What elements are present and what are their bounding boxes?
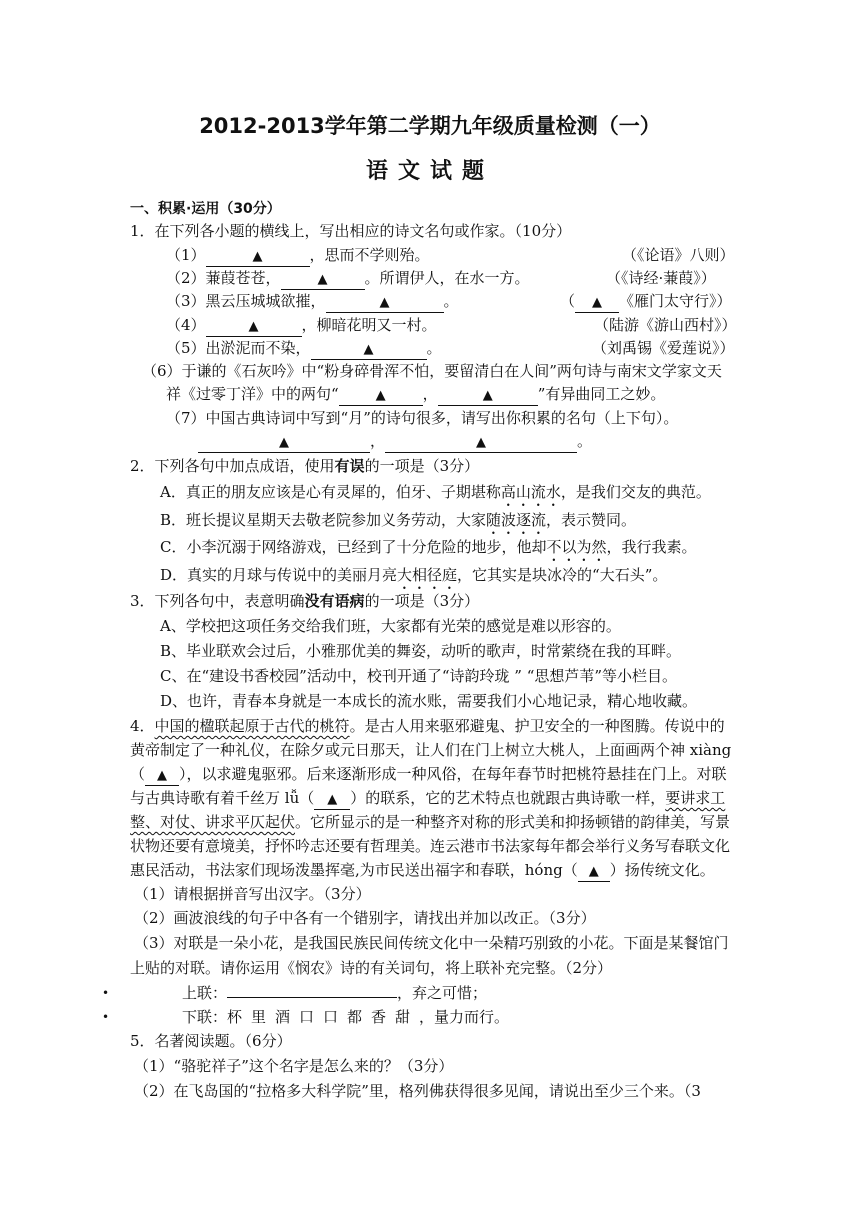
- answer-blank[interactable]: ▲: [198, 434, 370, 453]
- q5-sub-1: （1）“骆驼祥子”这个名字是怎么来的？（3分）: [134, 1057, 454, 1075]
- q2-option-a: A．真正的朋友应该是心有灵犀的，伯牙、子期堪称高山流水，是我们交友的典范。: [160, 483, 711, 501]
- answer-blank[interactable]: ▲: [385, 434, 577, 453]
- q4-passage-line-6: 状物还要有意境美，抒怀吟志还要有哲理美。连云港市书法家每年都会举行义务写春联文化: [130, 837, 731, 855]
- q2-option-d: D．真实的月球与传说中的美丽月亮大相径庭，它其实是块冰冷的“大石头”。: [160, 566, 668, 584]
- q1-item-1-source: （《论语》八则）: [622, 246, 735, 264]
- wavy-sentence: 要讲求工: [665, 789, 726, 807]
- q4-passage-line-4: 与古典诗歌有着千丝万 lǚ（ ▲ ）的联系，它的艺术特点也就跟古典诗歌一样，要讲求工: [130, 788, 725, 810]
- q4-sub-2: （2）画波浪线的句子中各有一个错别字，请找出并加以改正。（3分）: [134, 909, 596, 927]
- answer-blank[interactable]: ▲: [281, 271, 365, 290]
- q1-item-7-line-1: （7）中国古典诗词中写到“月”的诗句很多，请写出你积累的名句（上下句）。: [166, 409, 679, 427]
- q1-item-2: （2）蒹葭苍苍， ▲ 。所谓伊人，在水一方。: [166, 268, 530, 290]
- wavy-sentence: 整、对仗、讲求平仄起伏: [130, 813, 296, 831]
- answer-blank[interactable]: ▲: [578, 863, 610, 882]
- answer-blank[interactable]: ▲: [326, 294, 444, 313]
- answer-blank[interactable]: ▲: [438, 387, 538, 406]
- q1-item-4-source: （陆游《游山西村》）: [594, 316, 737, 334]
- dotted-idiom: 随波逐流: [486, 511, 547, 529]
- bullet-marker: •: [102, 986, 110, 1000]
- q1-item-5-source: （刘禹锡《爱莲说》）: [592, 339, 735, 357]
- q4-passage-line-3: （ ▲ ），以求避鬼驱邪。后来逐渐形成一种风俗，在每年春节时把桃符悬挂在门上。对联: [130, 764, 727, 786]
- couplet-upper: 上联： ，弃之可惜；: [182, 984, 488, 1002]
- answer-blank[interactable]: ▲: [314, 791, 350, 810]
- q4-passage-line-2: 黄帝制定了一种礼仪，在除夕或元日那天，让人们在门上树立大桃人，上面画两个神 xiàng: [130, 741, 732, 759]
- wavy-sentence: 中国的楹联起原于古代的桃符: [154, 717, 350, 735]
- q1-item-7-line-2: ▲ ， ▲ 。: [198, 431, 592, 453]
- exam-subject-title: 语文试题: [365, 159, 494, 184]
- dotted-idiom: 大相径庭: [397, 566, 458, 584]
- exam-title: 2012-2013学年第二学期九年级质量检测（一）: [199, 114, 661, 138]
- section-heading-1: 一、积累·运用（30分）: [130, 201, 281, 217]
- q4-sub-1: （1）请根据拼音写出汉字。（3分）: [134, 885, 371, 903]
- q1-item-3-source: （ ▲ 《雁门太守行》）: [560, 291, 732, 313]
- dotted-idiom: 不以为然: [546, 538, 607, 556]
- couplet-answer-blank[interactable]: [227, 997, 397, 998]
- q3-stem: 3．下列各句中，表意明确没有语病的一项是（3分）: [130, 592, 480, 610]
- answer-blank[interactable]: ▲: [145, 767, 179, 786]
- q5-stem: 5．名著阅读题。（6分）: [130, 1032, 292, 1050]
- answer-blank[interactable]: ▲: [311, 341, 427, 360]
- bullet-marker: •: [102, 1010, 110, 1024]
- q3-option-d: D、也许，青春本身就是一本成长的流水账，需要我们小心地记录，精心地收藏。: [160, 692, 698, 710]
- q4-sub-3-line-2: 上贴的对联。请你运用《悯农》诗的有关词句，将上联补充完整。（2分）: [130, 959, 613, 977]
- q3-option-b: B、毕业联欢会过后，小雅那优美的舞姿，动听的歌声，时常萦绕在我的耳畔。: [160, 642, 682, 660]
- q2-option-b: B．班长提议星期天去敬老院参加义务劳动，大家随波逐流，表示赞同。: [160, 511, 637, 529]
- q2-option-c: C．小李沉溺于网络游戏，已经到了十分危险的地步，他却不以为然，我行我素。: [160, 538, 697, 556]
- q4-passage-line-1: 4．中国的楹联起原于古代的桃符。是古人用来驱邪避鬼、护卫安全的一种图腾。传说中的: [130, 717, 725, 735]
- q1-item-3: （3）黑云压城城欲摧， ▲ 。: [166, 291, 459, 313]
- q1-item-5: （5）出淤泥而不染， ▲ 。: [166, 338, 442, 360]
- couplet-lower: 下联：杯里酒口口都香甜，量力而行。: [182, 1008, 510, 1026]
- q4-passage-line-7: 惠民活动，书法家们现场泼墨挥毫,为市民送出福字和春联，hóng（ ▲ ）扬传统文化。: [130, 860, 715, 882]
- answer-blank[interactable]: ▲: [206, 318, 302, 337]
- answer-blank[interactable]: ▲: [339, 387, 423, 406]
- dotted-idiom: 高山流水: [500, 483, 561, 501]
- answer-blank[interactable]: ▲: [575, 294, 619, 313]
- q2-stem: 2．下列各句中加点成语，使用有误的一项是（3分）: [130, 457, 480, 475]
- q1-item-6-line-2: 祥《过零丁洋》中的两句“ ▲ ， ▲ ”有异曲同工之妙。: [166, 384, 665, 406]
- q1-item-2-source: （《诗经·蒹葭》）: [606, 269, 716, 287]
- q1-item-6-line-1: （6）于谦的《石灰吟》中“粉身碎骨浑不怕，要留清白在人间”两句诗与南宋文学家文天: [142, 362, 722, 380]
- q4-passage-line-5: 整、对仗、讲求平仄起伏。它所显示的是一种整齐对称的形式美和抑扬顿错的韵律美，写景: [130, 813, 731, 831]
- q1-item-1: （1） ▲ ，思而不学则殆。: [166, 245, 430, 267]
- answer-blank[interactable]: ▲: [206, 248, 310, 267]
- q3-option-c: C、在“建设书香校园”活动中，校刊开通了“诗韵玲珑 ” “思想芦苇”等小栏目。: [160, 667, 678, 685]
- q3-option-a: A、学校把这项任务交给我们班，大家都有光荣的感觉是难以形容的。: [160, 617, 621, 635]
- q1-item-4: （4） ▲ ，柳暗花明又一村。: [166, 315, 437, 337]
- q4-sub-3-line-1: （3）对联是一朵小花，是我国民族民间传统文化中一朵精巧别致的小花。下面是某餐馆门: [134, 934, 729, 952]
- q5-sub-2: （2）在飞岛国的“拉格多大科学院”里，格列佛获得很多见闻，请说出至少三个来。（3: [134, 1082, 701, 1100]
- q1-stem: 1．在下列各小题的横线上，写出相应的诗文名句或作家。（10分）: [130, 222, 572, 240]
